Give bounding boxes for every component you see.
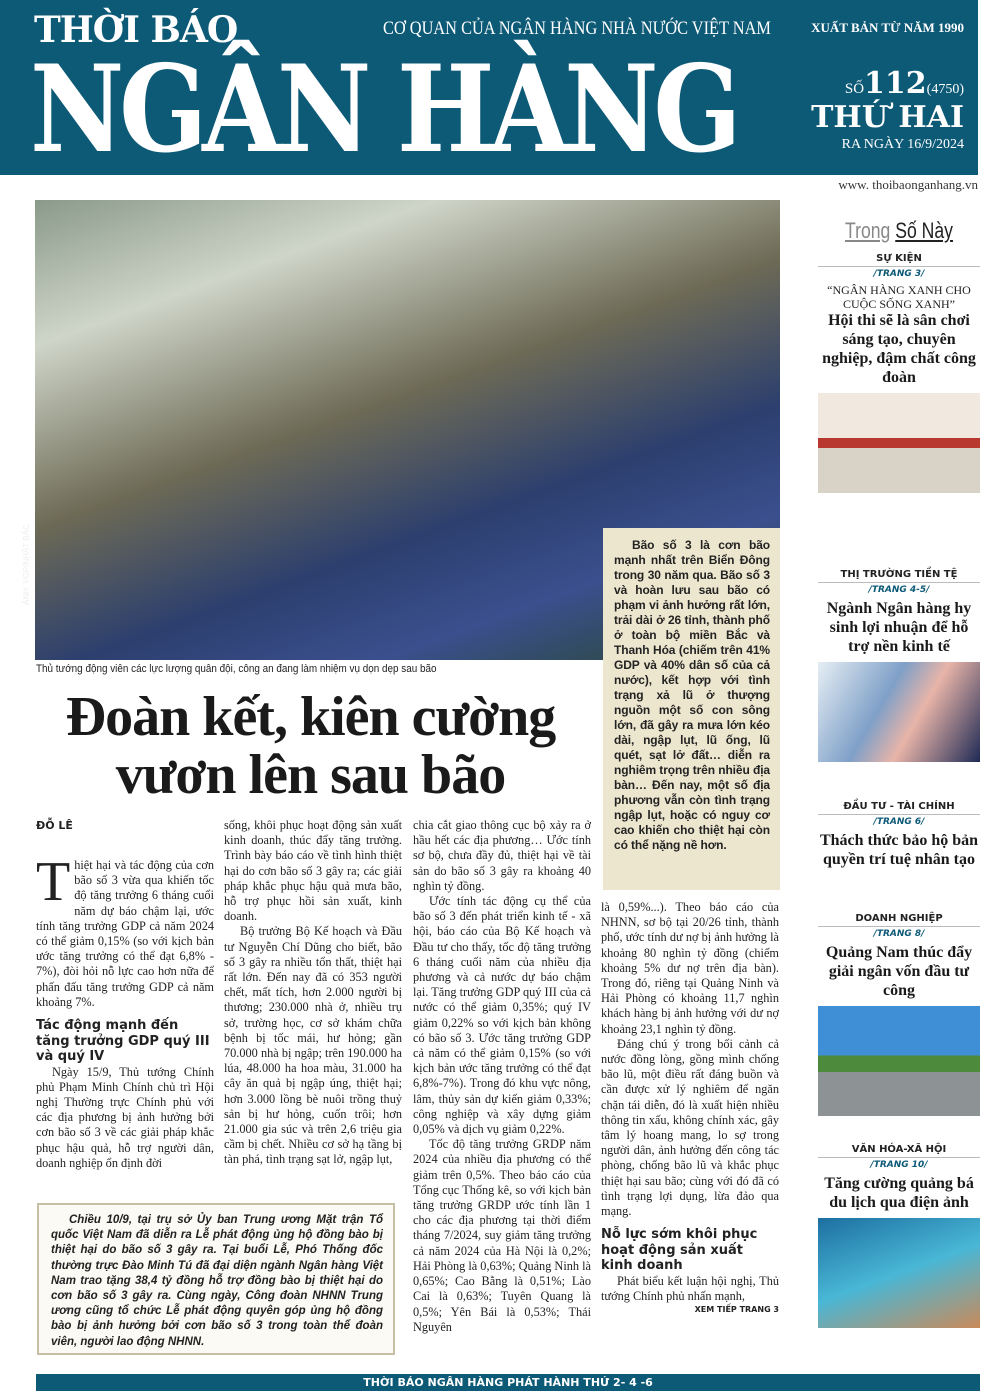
paragraph: Tốc độ tăng trưởng GRDP năm 2024 của nhiều địa phương có thể giảm trên 0,5%. Theo báo cáo của Tổng cục Thống kê, so với kịch bản tăng trưởng GRDP ước tính lần 1 cho các địa phương tại thời điểm tháng 7/2024, suy giảm tăng trưởng cả năm 2024 của Hà Nội là 0,2%; Hải Phòng là 0,63%; Quảng Ninh là 0,65%; Cao Bằng là 0,51%; Lào Cai là 0,63%; Tuyên Quang là 0,5%; Yên Bái là 0,53%; Thái Nguyên bbox=[413, 1137, 591, 1334]
toc-item-su-kien[interactable] bbox=[818, 252, 980, 493]
toc-title-b: Số Này bbox=[895, 218, 953, 243]
toc-title: Quảng Nam thúc đẩy giải ngân vốn đầu tư công bbox=[825, 944, 973, 999]
lead-paragraph: hiệt hại và tác động của cơn bão số 3 vừa qua khiến tốc độ tăng trưởng 6 tháng cuối năm dự báo chậm lại, ước tính tăng trưởng GDP cả năm 2024 có thể giảm 0,15% (so với kịch bản ước tăng trưởng có thể đạt 6,8% - 7%), đòi hỏi nỗ lực cao hơn nữa để phấn đấu tăng trưởng GDP cả năm khoảng 7%. bbox=[36, 858, 214, 1009]
paragraph: sống, khôi phục hoạt động sản xuất kinh doanh, thúc đẩy tăng trưởng. Trình bày báo cáo về tình hình thiệt hại do cơn bão số 3 gây ra; các giải pháp khắc phục hậu quả mưa bão, hỗ trợ phục hồi sản xuất, kinh doanh. bbox=[224, 818, 402, 924]
column-1 bbox=[36, 851, 214, 1171]
toc-kicker: “NGÂN HÀNG XANH CHO CUỘC SỐNG XANH” bbox=[827, 283, 971, 311]
toc-item-van-hoa[interactable] bbox=[818, 1143, 980, 1328]
footer-bar: THỜI BÁO NGÂN HÀNG PHÁT HÀNH THỨ 2- 4 -6 bbox=[36, 1374, 980, 1391]
donation-box: Chiều 10/9, tại trụ sở Ủy ban Trung ương Mặt trận Tổ quốc Việt Nam đã diễn ra Lễ phát động ủng hộ đồng bào bị thiệt hại do bão số 3 gây ra. Tại buổi Lễ, Phó Thống đốc thường trực Đào Minh Tú đã đại diện ngành Ngân hàng Việt Nam trao tặng 38,4 tỷ đồng hỗ trợ đồng bào bị thiệt hại do cơn bão số 3 gây ra. Cùng ngày, Công đoàn NHNN Trung ương cũng tổ chức Lễ phát động quyên góp ủng hộ đồng bào bị ảnh hưởng bởi cơn bão số 3 trong toàn thể đoàn viên, người lao động NHNN. bbox=[37, 1203, 395, 1355]
toc-title: Thách thức bảo hộ bản quyền trí tuệ nhân tạo bbox=[819, 832, 979, 868]
website-link[interactable]: www. thoibaonganhang.vn bbox=[838, 177, 978, 192]
issue-total: (4750) bbox=[926, 82, 964, 97]
paragraph: chia cắt giao thông cục bộ xảy ra ở hầu hết các địa phương… Ước tính sơ bộ, chưa đầy đủ, thiệt hại về tài sản do bão số 3 gây ra khoảng 40 nghìn tỷ đồng. bbox=[413, 818, 591, 893]
toc-section: SỰ KIỆN bbox=[818, 252, 980, 267]
toc-image bbox=[818, 662, 980, 762]
toc-page: /TRANG 4-5/ bbox=[868, 585, 930, 595]
paragraph: Đáng chú ý trong bối cảnh cả nước đồng lòng, gồng mình chống bão lũ, một điều rất đáng buồn và cần được xử lý nghiêm để ngăn chặn tái diễn, đó là xuất hiện nhiều thông tin xấu, không chính xác, gây tâm lý hoang mang, lo sợ trong người dân, ảnh hưởng đến công tác phòng, chống bão lũ và khắc phục thiệt hại sau bão; cùng với đó đã có tình trạng lợi dụng, lừa đảo qua mạng. bbox=[601, 1036, 779, 1219]
column-2 bbox=[224, 818, 402, 1168]
toc-image bbox=[818, 1218, 980, 1328]
column-4 bbox=[601, 900, 779, 1315]
photo-credit: ẢNH: VGP/NHẬT BẮC bbox=[22, 524, 31, 605]
toc-section: ĐẦU TƯ - TÀI CHÍNH bbox=[818, 800, 980, 815]
toc-title-a: Trong bbox=[845, 218, 891, 243]
issue-num: 112 bbox=[864, 66, 927, 101]
paragraph: Phát biểu kết luận hội nghị, Thủ tướng Chính phủ nhấn mạnh, bbox=[601, 1273, 779, 1303]
toc-item-dau-tu[interactable] bbox=[818, 800, 980, 869]
callout-box: Bão số 3 là cơn bão mạnh nhất trên Biển Đông trong 30 năm qua. Bão số 3 và hoàn lưu sau bão có phạm vi ảnh hưởng rất lớn, trải dài ở 26 tỉnh, thành phố ở toàn bộ miền Bắc và Thanh Hóa (chiếm trên 41% GDP và 40% dân số của cả nước), kết hợp với tình trạng xả lũ ở thượng nguồn một số con sông lớn, đã gây ra mưa lớn kéo dài, ngập lụt, lũ ống, lũ quét, sạt lở đất… diễn ra nghiêm trọng trên nhiều địa bàn… Đến nay, một số địa phương vẫn còn tình trạng ngập lụt, hoặc có nguy cơ cao khiến cho thiệt hại còn có thể nặng nề hơn. bbox=[603, 528, 780, 890]
brand-main: NGÂN HÀNG bbox=[30, 39, 737, 180]
weekday: THỨ HAI bbox=[811, 100, 964, 135]
headline-line-2: vươn lên sau bão bbox=[115, 744, 506, 806]
since: XUẤT BẢN TỪ NĂM 1990 bbox=[811, 20, 964, 35]
toc-image bbox=[818, 1006, 980, 1116]
toc-page: /TRANG 6/ bbox=[873, 817, 925, 827]
issue-prefix: SỐ bbox=[844, 81, 865, 97]
masthead bbox=[0, 0, 978, 180]
toc-title: Tăng cường quảng bá du lịch qua điện ảnh bbox=[824, 1175, 974, 1211]
subhead: Tác động mạnh đến tăng trưởng GDP quý III và quý IV bbox=[36, 1018, 210, 1065]
toc-section: THỊ TRƯỜNG TIỀN TỆ bbox=[818, 568, 980, 583]
agency: CƠ QUAN CỦA NGÂN HÀNG NHÀ NƯỚC VIỆT NAM bbox=[383, 18, 771, 39]
toc-section: VĂN HÓA-XÃ HỘI bbox=[818, 1143, 980, 1158]
column-3 bbox=[413, 818, 591, 1335]
brand-top: THỜI BÁO bbox=[34, 9, 238, 51]
toc-section: DOANH NGHIỆP bbox=[818, 912, 980, 927]
drop-cap: T bbox=[36, 851, 71, 913]
toc-title: Ngành Ngân hàng hy sinh lợi nhuận để hỗ trợ nền kinh tế bbox=[826, 600, 972, 655]
photo-caption: Thủ tướng động viên các lực lượng quân đội, công an đang làm nhiệm vụ dọn dẹp sau bão bbox=[36, 663, 437, 675]
toc-heading bbox=[818, 218, 980, 244]
headline bbox=[38, 688, 583, 804]
toc-page: /TRANG 3/ bbox=[873, 269, 925, 279]
toc-page: /TRANG 10/ bbox=[870, 1160, 928, 1170]
paragraph: Bộ trưởng Bộ Kế hoạch và Đầu tư Nguyễn Chí Dũng cho biết, bão số 3 gây ra nhiều tổn thất, thiệt hại rất lớn. Đến nay đã có 353 người chết, mất tích, hơn 2.000 người bị thương; 230.000 nhà ở, nhiều trụ sở, trường học, cơ sở khám chữa bệnh bị tốc mái, hư hỏng; gần 70.000 nhà bị ngập; trên 190.000 ha lúa, 48.000 ha hoa màu, 31.000 ha cây ăn quả bị ngập úng, thiệt hại; hơn 3.000 lồng bè nuôi trồng thuỷ sản bị hư hỏng, cuốn trôi; hơn 21.000 gia súc và trên 2,6 triệu gia cầm bị chết. Nhiều cơ sở hạ tầng bị tàn phá, tình trạng sạt lở, ngập lụt, bbox=[224, 924, 402, 1167]
toc-title: Hội thi sẽ là sân chơi sáng tạo, chuyên nghiệp, đậm chất công đoàn bbox=[822, 312, 976, 386]
toc-item-doanh-nghiep[interactable] bbox=[818, 912, 980, 1116]
paragraph: Ước tính tác động cụ thể của bão số 3 đến phát triển kinh tế - xã hội, báo cáo của Bộ Kế hoạch và Đầu tư cho thấy, tốc độ tăng trưởng 6 tháng cuối năm của nhiều địa phương và cả nước dự báo chậm lại. Tăng trưởng GDP quý III của cả nước có thể giảm 0,35%; quý IV giảm 0,22% so với kịch bản không có bão số 3. Ước tăng trưởng GDP cả năm có thể giảm 0,15% (so với kịch bản ước tăng trưởng có thể đạt 6,8%-7%). Trong đó khu vực nông, lâm, thủy sản dự kiến giảm 0,33%; công nghiệp và xây dựng giảm 0,05% và dịch vụ giảm 0,22%. bbox=[413, 894, 591, 1137]
toc-page: /TRANG 8/ bbox=[873, 929, 925, 939]
subhead: Nỗ lực sớm khôi phục hoạt động sản xuất kinh doanh bbox=[601, 1227, 758, 1274]
paragraph: là 0,59%...). Theo báo cáo của NHNN, sơ bộ tại 20/26 tỉnh, thành phố, ước tính dư nợ bị ảnh hưởng là khoảng 80 nghìn tỷ đồng (chiếm khoảng 5% dư nợ trên địa bàn). Trong đó, riêng tại Quảng Ninh và Hải Phòng có khoảng 11,7 nghìn khách hàng bị ảnh hưởng với dư nợ khoảng 23,1 nghìn tỷ đồng. bbox=[601, 900, 779, 1036]
date: RA NGÀY 16/9/2024 bbox=[841, 137, 964, 152]
continued-link[interactable]: XEM TIẾP TRANG 3 bbox=[694, 1305, 779, 1315]
byline: ĐỖ LÊ bbox=[36, 819, 73, 832]
toc-item-thi-truong[interactable] bbox=[818, 568, 980, 762]
headline-line-1: Đoàn kết, kiên cường bbox=[65, 686, 556, 748]
toc-image bbox=[818, 393, 980, 493]
paragraph: Ngày 15/9, Thủ tướng Chính phủ Phạm Minh Chính chủ trì Hội nghị Thường trực Chính phủ với các địa phương bị ảnh hưởng bởi cơn bão số 3 về các giải pháp khắc phục hậu quả, hỗ trợ người dân, doanh nghiệp ổn định đời bbox=[36, 1064, 214, 1170]
